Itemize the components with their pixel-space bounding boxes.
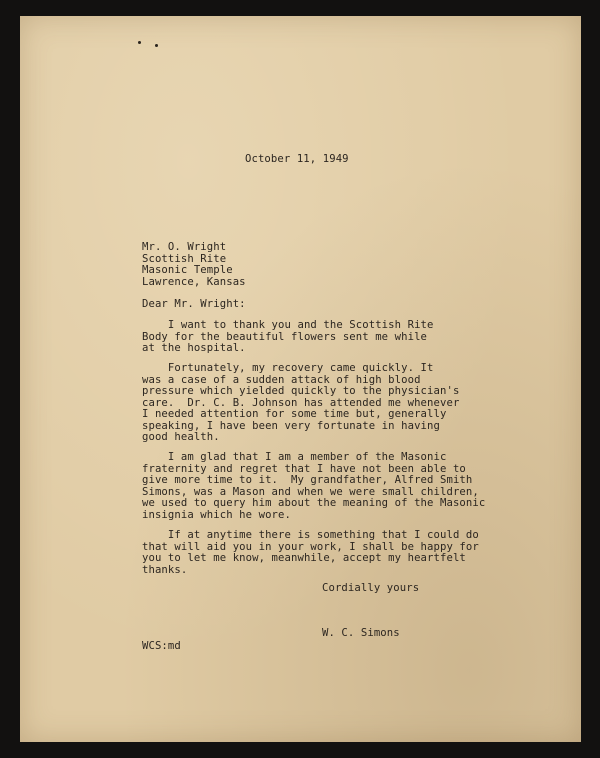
letter-date: October 11, 1949 bbox=[245, 153, 349, 165]
signer-name: W. C. Simons bbox=[322, 627, 400, 639]
paragraph-line: pressure which yielded quickly to the physician's bbox=[142, 385, 460, 397]
typist-initials: WCS:md bbox=[142, 640, 181, 652]
paragraph-line: I needed attention for some time but, generally bbox=[142, 408, 447, 420]
recipient-address bbox=[142, 242, 246, 288]
paragraph-line: speaking, I have been very fortunate in having bbox=[142, 419, 440, 432]
paragraph-line: I am glad that I am a member of the Masonic bbox=[142, 451, 447, 463]
paragraph-line: fraternity and regret that I have not been able to bbox=[142, 462, 466, 475]
paragraph-line: that will aid you in your work, I shall be happy for bbox=[142, 540, 479, 553]
body-paragraph-2 bbox=[142, 363, 459, 444]
address-line: Masonic Temple bbox=[142, 264, 233, 276]
paragraph-line: insignia which he wore. bbox=[142, 508, 291, 521]
paragraph-line: Body for the beautiful flowers sent me while bbox=[142, 330, 428, 343]
paragraph-line: was a case of a sudden attack of high blood bbox=[142, 373, 421, 386]
paper-mark bbox=[138, 41, 141, 44]
paragraph-line: care. Dr. C. B. Johnson has attended me whenever bbox=[142, 396, 460, 409]
paragraph-line: you to let me know, meanwhile, accept my heartfelt bbox=[142, 552, 466, 564]
paragraph-line: If at anytime there is something that I could do bbox=[142, 529, 479, 541]
paragraph-line: thanks. bbox=[142, 563, 188, 576]
paragraph-line: good health. bbox=[142, 431, 220, 443]
paragraph-line: I want to thank you and the Scottish Rite bbox=[142, 319, 434, 331]
paragraph-line: Simons, was a Mason and when we were small children, bbox=[142, 485, 479, 498]
body-paragraph-1 bbox=[142, 320, 434, 355]
salutation: Dear Mr. Wright: bbox=[142, 298, 246, 310]
paragraph-line: at the hospital. bbox=[142, 342, 246, 354]
body-paragraph-4 bbox=[142, 530, 479, 576]
paragraph-line: give more time to it. My grandfather, Alfred Smith bbox=[142, 474, 473, 486]
paragraph-line: Fortunately, my recovery came quickly. It bbox=[142, 362, 434, 374]
paper-mark bbox=[155, 44, 158, 47]
address-line: Lawrence, Kansas bbox=[142, 275, 246, 288]
closing: Cordially yours bbox=[322, 582, 420, 594]
body-paragraph-3 bbox=[142, 452, 485, 521]
address-line: Scottish Rite bbox=[142, 252, 227, 265]
paragraph-line: we used to query him about the meaning of the Masonic bbox=[142, 497, 486, 509]
address-line: Mr. O. Wright bbox=[142, 241, 227, 253]
